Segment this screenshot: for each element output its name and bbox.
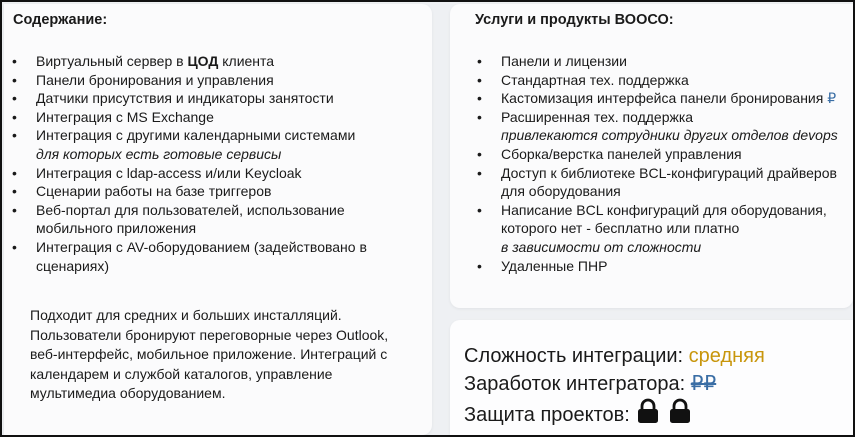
bullet-glyph: • <box>12 164 17 181</box>
contents-list-item <box>12 126 422 163</box>
bullet-glyph: • <box>477 145 482 162</box>
item-text: Расширенная тех. поддержка <box>501 108 694 125</box>
item-text-tail: клиента <box>218 53 275 69</box>
item-text: Написание BCL конфигураций для оборудования, которого нет - бесплатно или платно <box>501 201 827 237</box>
item-text: Виртуальный сервер в <box>36 53 188 69</box>
item-text: Панели и лицензии <box>501 53 627 69</box>
earnings-label: Заработок интегратора: <box>464 373 691 395</box>
contents-list-item <box>12 201 422 238</box>
item-text: Интеграция с другими календарными системами <box>36 127 356 144</box>
bullet-glyph: • <box>477 201 482 218</box>
bullet-glyph: • <box>12 238 17 255</box>
contents-list-item <box>12 71 422 90</box>
item-text: Сценарии работы на базе триггеров <box>36 183 272 200</box>
bullet-glyph: • <box>477 53 482 69</box>
services-list-item <box>477 52 849 71</box>
protection-row <box>464 398 765 426</box>
item-text: Интеграция с MS Exchange <box>36 108 214 125</box>
integration-metrics <box>464 342 765 426</box>
complexity-value: средняя <box>688 345 765 367</box>
item-text: Интеграция с AV-оборудованием (задействовано в сценариях) <box>36 238 367 274</box>
item-text: Кастомизация интерфейса панели бронирования <box>501 90 828 107</box>
item-text: Интеграция с ldap-access и/или Keycloak <box>36 164 302 181</box>
item-text: Панели бронирования и управления <box>36 71 274 88</box>
services-list <box>477 52 849 275</box>
lock-icon <box>667 398 693 424</box>
bullet-glyph: • <box>477 164 482 181</box>
services-list-item <box>477 108 849 145</box>
services-list-item <box>477 164 849 201</box>
contents-list <box>12 52 422 275</box>
item-text: Удаленные ПНР <box>501 257 608 274</box>
contents-list-item <box>12 164 422 183</box>
item-text: Датчики присутствия и индикаторы занятости <box>36 90 334 107</box>
bullet-glyph: • <box>477 90 482 107</box>
item-subtext: привлекаются сотрудники других отделов devops <box>501 127 838 144</box>
services-list-item <box>477 145 849 164</box>
item-text: Стандартная тех. поддержка <box>501 71 689 88</box>
contents-list-item <box>12 52 422 71</box>
lock-icon <box>635 398 661 424</box>
protection-locks <box>635 404 699 426</box>
bullet-glyph: • <box>477 257 482 274</box>
bullet-glyph: • <box>12 71 17 88</box>
services-list-item <box>477 257 849 276</box>
item-subtext: для которых есть готовые сервисы <box>36 145 282 162</box>
item-text: Сборка/верстка панелей управления <box>501 145 742 162</box>
item-text: Доступ к библиотеке BCL-конфигураций драйверов для оборудования <box>501 164 837 200</box>
earnings-row <box>464 370 765 398</box>
item-text-bold: ЦОД <box>187 53 219 69</box>
contents-list-item <box>12 238 422 275</box>
services-list-item <box>477 201 849 257</box>
bullet-glyph: • <box>477 108 482 125</box>
complexity-row <box>464 342 765 370</box>
services-list-item <box>477 71 849 90</box>
services-heading: Услуги и продукты ВООСО: <box>475 12 674 28</box>
contents-list-item <box>12 108 422 127</box>
bullet-glyph: • <box>477 71 482 88</box>
item-subtext: в зависимости от сложности <box>501 238 702 255</box>
contents-heading: Содержание: <box>13 12 108 28</box>
bullet-glyph: • <box>12 90 17 107</box>
services-list-item <box>477 89 849 108</box>
description-text: Подходит для средних и больших инсталляций. Пользователи бронируют переговорные через Outlook, веб-интерфейс, мобильное приложение. Интеграций с календарем и службой каталогов, управление мультимедиа оборудованием. <box>30 307 389 402</box>
protection-label: Защита проектов: <box>464 404 636 426</box>
contents-list-item <box>12 89 422 108</box>
bullet-glyph: • <box>12 183 17 200</box>
complexity-label: Сложность интеграции: <box>464 345 689 367</box>
earnings-value: ₽₽ <box>690 373 717 395</box>
item-text: Веб-портал для пользователей, использование мобильного приложения <box>36 201 345 237</box>
bullet-glyph: • <box>12 127 17 144</box>
bullet-glyph: • <box>12 53 17 69</box>
contents-list-item <box>12 182 422 201</box>
bullet-glyph: • <box>12 108 17 125</box>
ruble-sign: ₽ <box>827 90 837 107</box>
bullet-glyph: • <box>12 201 17 218</box>
